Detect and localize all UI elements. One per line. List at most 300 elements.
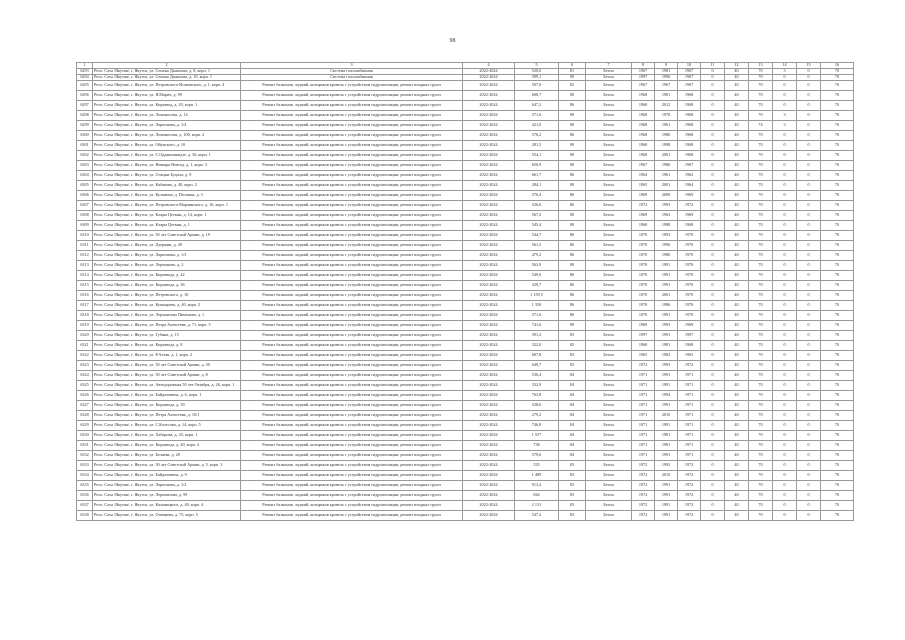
table-cell: Бетон [586, 461, 632, 471]
table-row [77, 211, 854, 221]
column-number: 7 [586, 63, 632, 69]
table-cell: 741,6 [515, 321, 559, 331]
table-cell: 40 [725, 311, 749, 321]
table-cell: 40 [725, 501, 749, 511]
table-cell: 579,6 [515, 451, 559, 461]
table-cell: 0 [773, 171, 797, 181]
table-cell: 2001 [655, 151, 678, 161]
table-cell: 332,9 [515, 381, 559, 391]
table-cell: 70 [821, 251, 854, 261]
table-cell: 6330 [77, 431, 93, 441]
work-type-cell: Ремонт балконов, лоджий, козырьков кровель с устройством гидроизоляции, ремонт входных групп [241, 121, 463, 131]
column-number: 5 [515, 63, 559, 69]
table-cell: 0 [773, 391, 797, 401]
table-cell: 70 [821, 421, 854, 431]
table-cell: 1971 [678, 381, 701, 391]
table-cell: 70 [821, 161, 854, 171]
table-cell: 1972 [632, 491, 655, 501]
table-cell: 86 [559, 101, 586, 111]
table-cell: 0 [773, 331, 797, 341]
table-cell: 567,2 [515, 211, 559, 221]
table-cell: 0 [701, 361, 725, 371]
table-cell: 70 [821, 501, 854, 511]
table-cell: 0 [701, 371, 725, 381]
table-cell: 6294 [77, 75, 93, 81]
table-cell: 1968 [678, 151, 701, 161]
table-cell: 0 [797, 291, 821, 301]
table-cell: 3 [773, 111, 797, 121]
table-cell: 70 [821, 231, 854, 241]
table-cell: 70 [749, 481, 773, 491]
table-cell: 6313 [77, 261, 93, 271]
table-cell: 6301 [77, 141, 93, 151]
table-cell: 2022-2024 [463, 221, 515, 231]
table-cell: 1967 [678, 75, 701, 81]
address-cell: Респ. Саха /Якутия/, г. Якутск, ул. Лермонтова Пименова, д. 1 [93, 311, 241, 321]
table-cell: Бетон [586, 81, 632, 91]
table-cell: 1986 [655, 131, 678, 141]
table-cell: 70 [821, 341, 854, 351]
table-cell: 1972 [632, 501, 655, 511]
table-cell: 0 [773, 401, 797, 411]
table-cell: 70 [749, 411, 773, 421]
table-cell: 1996 [655, 241, 678, 251]
table-row [77, 461, 854, 471]
table-cell: 40 [725, 321, 749, 331]
address-cell: Респ. Саха /Якутия/, г. Якутск, ул. Кузьмина, д. Поскина, д. 3 [93, 191, 241, 201]
table-cell: 1970 [678, 311, 701, 321]
table-cell: 0 [797, 271, 821, 281]
table-cell: 6338 [77, 511, 93, 521]
table-cell: 1991 [655, 331, 678, 341]
table-cell: 1986 [655, 161, 678, 171]
table-cell: 0 [701, 381, 725, 391]
table-cell: 0 [797, 411, 821, 421]
table-cell: 0 [797, 81, 821, 91]
table-row [77, 441, 854, 451]
table-cell: 1969 [678, 191, 701, 201]
table-cell: 86 [559, 241, 586, 251]
table-cell: 81 [559, 69, 586, 75]
table-cell: 1981 [655, 431, 678, 441]
table-cell: 1970 [678, 261, 701, 271]
table-cell: 40 [725, 421, 749, 431]
table-cell: 6331 [77, 441, 93, 451]
table-cell: 6300 [77, 131, 93, 141]
table-cell: Бетон [586, 141, 632, 151]
table-cell: 0 [701, 141, 725, 151]
table-cell: 1991 [655, 481, 678, 491]
table-cell: 2001 [655, 291, 678, 301]
table-cell: Бетон [586, 491, 632, 501]
table-cell: 1969 [632, 321, 655, 331]
table-cell: 0 [773, 491, 797, 501]
table-cell: 0 [701, 101, 725, 111]
work-type-cell: Ремонт балконов, лоджий, козырьков кровель с устройством гидроизоляции, ремонт входных групп [241, 181, 463, 191]
table-cell: 1968 [678, 91, 701, 101]
table-row [77, 191, 854, 201]
table-cell: 6309 [77, 221, 93, 231]
table-cell: 6322 [77, 351, 93, 361]
table-cell: 1991 [655, 381, 678, 391]
table-cell: 0 [773, 181, 797, 191]
table-cell: 70 [821, 351, 854, 361]
table-cell: 1968 [632, 121, 655, 131]
table-cell: 70 [749, 81, 773, 91]
table-cell: 40 [725, 441, 749, 451]
table-cell: Бетон [586, 511, 632, 521]
table-cell: 2022-2024 [463, 401, 515, 411]
work-type-cell: Ремонт балконов, лоджий, козырьков кровель с устройством гидроизоляции, ремонт входных групп [241, 351, 463, 361]
table-row [77, 261, 854, 271]
table-cell: 84 [559, 451, 586, 461]
table-cell: 0 [797, 281, 821, 291]
work-type-cell: Ремонт балконов, лоджий, козырьков кровель с устройством гидроизоляции, ремонт входных групп [241, 451, 463, 461]
table-cell: 40 [725, 471, 749, 481]
table-cell: 70 [749, 191, 773, 201]
table-cell: 0 [773, 201, 797, 211]
table-cell: 70 [821, 471, 854, 481]
table-cell: 1968 [678, 341, 701, 351]
table-cell: 0 [797, 121, 821, 131]
table-cell: Бетон [586, 101, 632, 111]
table-cell: 1967 [655, 81, 678, 91]
table-cell: 1968 [632, 91, 655, 101]
table-cell: 70 [821, 201, 854, 211]
table-cell: 1961 [655, 121, 678, 131]
table-cell: 1971 [632, 451, 655, 461]
table-cell: 2022-2024 [463, 331, 515, 341]
table-cell: 2022-2024 [463, 261, 515, 271]
table-cell: 1991 [655, 501, 678, 511]
table-cell: 6297 [77, 101, 93, 111]
table-cell: 40 [725, 75, 749, 81]
table-cell: 2022-2024 [463, 161, 515, 171]
table-cell: 6312 [77, 251, 93, 261]
table-cell: 84 [559, 371, 586, 381]
table-cell: Бетон [586, 411, 632, 421]
table-cell: 70 [749, 431, 773, 441]
table-cell: Бетон [586, 251, 632, 261]
table-cell: 70 [749, 111, 773, 121]
table-cell: 1991 [655, 371, 678, 381]
table-cell: 0 [701, 281, 725, 291]
table-cell: 1997 [678, 331, 701, 341]
table-cell: 2022-2024 [463, 231, 515, 241]
table-cell: 650,9 [515, 161, 559, 171]
table-cell: 40 [725, 491, 749, 501]
table-cell: 561,5 [515, 241, 559, 251]
address-cell: Респ. Саха /Якутия/, г. Якутск, ул. Я.Марич, д. 99 [93, 91, 241, 101]
work-type-cell: Ремонт балконов, лоджий, козырьков кровель с устройством гидроизоляции, ремонт входных групп [241, 191, 463, 201]
address-cell: Респ. Саха /Якутия/, г. Якутск, ул. Автодорожная 50 лет Октября, д. 26, корп. 1 [93, 381, 241, 391]
table-cell: 80 [559, 121, 586, 131]
table-cell: 1986 [655, 251, 678, 261]
table-cell: 6334 [77, 471, 93, 481]
table-cell: 2010 [655, 471, 678, 481]
table-cell: 0 [797, 131, 821, 141]
table-cell: 2022-2024 [463, 341, 515, 351]
table-cell: 2022-2024 [463, 111, 515, 121]
address-cell: Респ. Саха /Якутия/, г. Якутск, ул. Кирзавода, д. 8 [93, 341, 241, 351]
table-cell: 0 [701, 301, 725, 311]
table-cell: 0 [773, 421, 797, 431]
table-cell: 40 [725, 171, 749, 181]
table-row [77, 351, 854, 361]
table-cell: 6307 [77, 201, 93, 211]
table-cell: Бетон [586, 321, 632, 331]
table-cell: 0 [773, 451, 797, 461]
table-cell: 1970 [632, 241, 655, 251]
table-cell: 6316 [77, 291, 93, 301]
table-cell: 0 [773, 281, 797, 291]
address-cell: Респ. Саха /Якутия/, г. Якутск, ул. Клары Цеткин, д. 14, корп. 1 [93, 211, 241, 221]
address-cell: Респ. Саха /Якутия/, г. Якутск, ул. Кирзавод, д. 20, корп. 1 [93, 101, 241, 111]
table-cell: 2022-2024 [463, 75, 515, 81]
table-cell: 70 [821, 311, 854, 321]
table-cell: 83 [559, 331, 586, 341]
table-cell: 40 [725, 251, 749, 261]
table-cell: 70 [821, 75, 854, 81]
table-cell: 70 [749, 351, 773, 361]
column-number: 15 [797, 63, 821, 69]
table-cell: Бетон [586, 201, 632, 211]
table-cell: Бетон [586, 331, 632, 341]
table-cell: 0 [797, 481, 821, 491]
table-cell: 0 [797, 381, 821, 391]
address-cell: Респ. Саха /Якутия/, г. Якутск, ул. С.Колесова, д. 14, корп. 5 [93, 421, 241, 431]
table-cell: 1971 [678, 451, 701, 461]
table-cell: 40 [725, 191, 749, 201]
table-cell: 0 [701, 191, 725, 201]
address-cell: Респ. Саха /Якутия/, г. Якутск, ул. Петра Алексеева, д. 71, корп. 5 [93, 321, 241, 331]
table-cell: 0 [701, 331, 725, 341]
table-cell: 0 [773, 101, 797, 111]
table-cell: 70 [821, 261, 854, 271]
column-number: 10 [678, 63, 701, 69]
table-cell: 0 [797, 331, 821, 341]
table-cell: 1972 [632, 481, 655, 491]
table-cell: Бетон [586, 69, 632, 75]
table-cell: 86 [559, 291, 586, 301]
work-type-cell: Ремонт балконов, лоджий, козырьков кровель с устройством гидроизоляции, ремонт входных групп [241, 231, 463, 241]
table-cell: 0 [701, 161, 725, 171]
table-cell: 80 [559, 261, 586, 271]
table-cell: 2022-2024 [463, 69, 515, 75]
table-cell: 6329 [77, 421, 93, 431]
address-cell: Респ. Саха /Якутия/, г. Якутск, ул. Кирзавода, д. 40, корп. 4 [93, 441, 241, 451]
table-cell: 649,7 [515, 361, 559, 371]
table-cell: 1978 [655, 111, 678, 121]
table-cell: Бетон [586, 351, 632, 361]
table-cell: 0 [773, 511, 797, 521]
table-cell: 1981 [655, 341, 678, 351]
table-cell: 70 [821, 371, 854, 381]
table-cell: 84 [559, 401, 586, 411]
table-cell: 70 [821, 441, 854, 451]
table-cell: 576,4 [515, 191, 559, 201]
table-cell: 70 [821, 511, 854, 521]
table-cell: 421,0 [515, 121, 559, 131]
table-cell: 40 [725, 91, 749, 101]
table-cell: Бетон [586, 75, 632, 81]
table-cell: 0 [701, 391, 725, 401]
table-cell: 0 [701, 491, 725, 501]
table-cell: 70 [821, 461, 854, 471]
table-cell: 86 [559, 231, 586, 241]
table-cell: 70 [749, 301, 773, 311]
table-cell: 6302 [77, 151, 93, 161]
table-cell: Бетон [586, 211, 632, 221]
table-cell: 0 [797, 101, 821, 111]
table-cell: 86 [559, 251, 586, 261]
table-cell: 1968 [632, 341, 655, 351]
table-cell: 0 [701, 75, 725, 81]
address-cell: Респ. Саха /Якутия/, г. Якутск, ул. Ойунского, д. 10 [93, 141, 241, 151]
table-cell: Бетон [586, 131, 632, 141]
address-cell: Респ. Саха /Якутия/, г. Якутск, ул. Ольцыа Буцала, д. 9 [93, 171, 241, 181]
table-cell: 479,2 [515, 251, 559, 261]
table-cell: 2022-2024 [463, 281, 515, 291]
table-row [77, 501, 854, 511]
table-row [77, 341, 854, 351]
table-cell: 70 [821, 321, 854, 331]
table-cell: Бетон [586, 441, 632, 451]
table-cell: 0 [773, 291, 797, 301]
table-cell: 70 [749, 361, 773, 371]
work-type-cell: Ремонт балконов, лоджий, козырьков кровель с устройством гидроизоляции, ремонт входных групп [241, 141, 463, 151]
table-cell: 2022-2024 [463, 431, 515, 441]
table-cell: 6333 [77, 461, 93, 471]
work-type-cell: Ремонт балконов, лоджий, козырьков кровель с устройством гидроизоляции, ремонт входных групп [241, 501, 463, 511]
table-cell: 86 [559, 191, 586, 201]
column-number: 16 [821, 63, 854, 69]
table-cell: 576,2 [515, 131, 559, 141]
table-cell: 2022-2024 [463, 491, 515, 501]
table-cell: 1991 [655, 271, 678, 281]
table-cell: 1968 [678, 221, 701, 231]
table-cell: 0 [773, 221, 797, 231]
table-cell: 70 [749, 451, 773, 461]
table-cell: 0 [797, 491, 821, 501]
table-cell: 1991 [655, 261, 678, 271]
table-cell: 89 [559, 321, 586, 331]
table-row [77, 511, 854, 521]
table-cell: 0 [701, 131, 725, 141]
table-cell: 40 [725, 351, 749, 361]
table-cell: 70 [749, 341, 773, 351]
table-cell: 547,2 [515, 511, 559, 521]
table-cell: 0 [773, 501, 797, 511]
table-cell: 0 [797, 91, 821, 101]
table-cell: 0 [797, 441, 821, 451]
table-cell: 70 [821, 131, 854, 141]
table-cell: 2022-2024 [463, 131, 515, 141]
table-cell: 0 [701, 321, 725, 331]
table-cell: 2022-2024 [463, 441, 515, 451]
table-cell: 40 [725, 291, 749, 301]
table-cell: 2022-2024 [463, 271, 515, 281]
table-cell: Бетон [586, 241, 632, 251]
table-cell: 40 [725, 151, 749, 161]
table-cell: 2001 [655, 181, 678, 191]
table-cell: 0 [701, 441, 725, 451]
table-cell: 1972 [678, 481, 701, 491]
table-cell: 80 [559, 221, 586, 231]
table-cell: 84 [559, 421, 586, 431]
table-cell: 84 [559, 391, 586, 401]
table-cell: 1971 [678, 391, 701, 401]
table-cell: 0 [701, 291, 725, 301]
table-cell: 1991 [655, 491, 678, 501]
table-cell: 0 [773, 271, 797, 281]
address-cell: Респ. Саха /Якутия/, г. Якутск, ул. Ларионова, д. 1/2 [93, 481, 241, 491]
work-type-cell: Система газоснабжения [241, 69, 463, 75]
table-cell: 70 [821, 121, 854, 131]
address-cell: Респ. Саха /Якутия/, г. Якутск, ул. 50 лет Советской Армии, д. 19 [93, 231, 241, 241]
table-cell: 1972 [632, 461, 655, 471]
table-cell: 1971 [632, 371, 655, 381]
table-row [77, 391, 854, 401]
table-cell: 1963 [655, 211, 678, 221]
table-cell: Бетон [586, 181, 632, 191]
table-cell: 528,6 [515, 401, 559, 411]
table-cell: 80 [559, 111, 586, 121]
work-type-cell: Ремонт балконов, лоджий, козырьков кровель с устройством гидроизоляции, ремонт входных групп [241, 361, 463, 371]
table-cell: 2022-2024 [463, 121, 515, 131]
table-cell: 2022-2024 [463, 371, 515, 381]
table-cell: 0 [797, 421, 821, 431]
table-cell: Бетон [586, 451, 632, 461]
table-cell: 1971 [632, 431, 655, 441]
table-cell: 70 [749, 201, 773, 211]
address-cell: Респ. Саха /Якутия/, г. Якутск, ул. Кабакова, д. 40, корп. 2 [93, 181, 241, 191]
table-cell: 82 [559, 81, 586, 91]
table-cell: 6299 [77, 121, 93, 131]
table-cell: 83 [559, 491, 586, 501]
table-cell: 6321 [77, 341, 93, 351]
table-cell: 1970 [678, 251, 701, 261]
table-cell: Бетон [586, 371, 632, 381]
address-cell: Респ. Саха /Якутия/, г. Якутск, ул. Клары Цеткин, д. 1 [93, 221, 241, 231]
table-cell: 83 [559, 351, 586, 361]
table-cell: 1965 [678, 351, 701, 361]
table-cell: 0 [797, 151, 821, 161]
table-cell: 70 [749, 401, 773, 411]
table-cell: 1970 [632, 291, 655, 301]
table-cell: 40 [725, 181, 749, 191]
table-cell: 0 [701, 261, 725, 271]
address-cell: Респ. Саха /Якутия/, г. Якутск, ул. Ларионова, д. 1/3 [93, 251, 241, 261]
table-cell: 0 [773, 461, 797, 471]
table-cell: 40 [725, 401, 749, 411]
address-cell: Респ. Саха /Якутия/, г. Якутск, ул. 50 лет Советской Армии, д. 5, корп. 3 [93, 461, 241, 471]
table-cell: 0 [797, 211, 821, 221]
table-cell: 40 [725, 211, 749, 221]
table-cell: 0 [773, 371, 797, 381]
table-cell: 70 [821, 281, 854, 291]
table-cell: 0 [797, 75, 821, 81]
table-cell: 1972 [678, 471, 701, 481]
table-cell: 86 [559, 171, 586, 181]
table-cell: 0 [701, 201, 725, 211]
table-cell: 746,8 [515, 421, 559, 431]
work-type-cell: Система газоснабжения [241, 75, 463, 81]
column-number: 14 [773, 63, 797, 69]
table-cell: 0 [773, 471, 797, 481]
table-cell: Бетон [586, 171, 632, 181]
table-cell: 0 [773, 151, 797, 161]
